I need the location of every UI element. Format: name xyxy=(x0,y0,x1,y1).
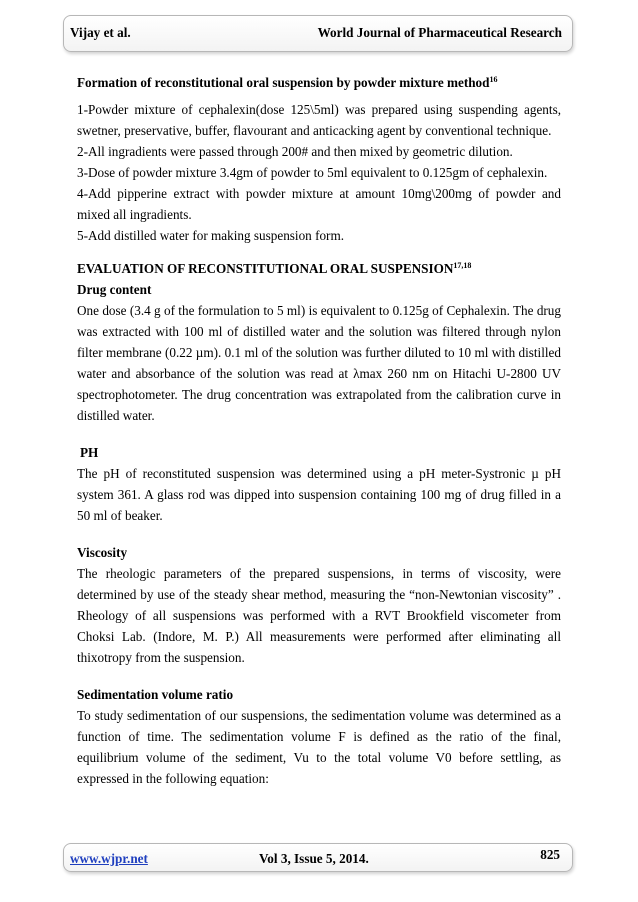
procedure-step: 3-Dose of powder mixture 3.4gm of powder to 5ml equivalent to 0.125gm of cephalexin. xyxy=(77,165,548,180)
procedure-step: 1-Powder mixture of cephalexin(dose 125\5ml) was prepared using suspending agents, swetner, preservative, buffer, flavourant and anticacking agent by conventional technique. xyxy=(77,102,561,138)
paragraph-sedimentation: To study sedimentation of our suspensions, the sedimentation volume was determined as a function of time. The sedimentation volume F is defined as the ratio of the final, equilibrium volume of the sediment, Vu to the total volume V0 before settling, as expressed in the following equation: xyxy=(77,708,561,786)
paragraph-drug-content: One dose (3.4 g of the formulation to 5 ml) is equivalent to 0.125g of Cephalexin. The drug was extracted with 100 ml of distilled water and the solution was filtered through nylon filter membrane (0.22 µm). 0.1 ml of the solution was further diluted to 10 ml with distilled water and absorbance of the solution was read at λmax 260 nm on Hitachi U-2800 UV spectrophotometer. The drug concentration was extrapolated from the calibration curve in distilled water. xyxy=(77,303,561,423)
procedure-step: 5-Add distilled water for making suspension form. xyxy=(77,228,345,243)
subheading-ph: PH xyxy=(80,445,99,460)
page-header xyxy=(63,15,573,52)
paragraph-viscosity: The rheologic parameters of the prepared suspensions, in terms of viscosity, were determined by use of the steady shear method, measuring the “non-Newtonian viscosity” . Rheology of all suspensions was performed with a RVT Brookfield viscometer from Choksi Lab. (Indore, M. P.) All measurements were performed after eliminating all thixotropy from the suspension. xyxy=(77,566,561,665)
reference-superscript: 17,18 xyxy=(453,261,472,270)
section-heading-evaluation: EVALUATION OF RECONSTITUTIONAL ORAL SUSPENSION$^{17,18}$ xyxy=(77,261,472,276)
subheading-drug-content: Drug content xyxy=(77,282,152,297)
issue-info: Vol 3, Issue 5, 2014. xyxy=(259,851,369,866)
procedure-step: 2-All ingradients were passed through 200# and then mixed by geometric dilution. xyxy=(77,144,513,159)
subheading-sedimentation: Sedimentation volume ratio xyxy=(77,687,234,702)
procedure-step: 4-Add pipperine extract with powder mixture at amount 10mg\200mg of powder and mixed all ingradients. xyxy=(77,186,561,222)
subheading-viscosity: Viscosity xyxy=(77,545,128,560)
page-footer xyxy=(63,843,573,872)
reference-superscript: 16 xyxy=(489,75,498,84)
paragraph-ph: The pH of reconstituted suspension was determined using a pH meter-Systronic µ pH system 361. A glass rod was dipped into suspension containing 100 mg of drug filled in a 50 ml of beaker. xyxy=(77,466,561,523)
header-journal-title: World Journal of Pharmaceutical Research xyxy=(317,25,562,40)
page-number: 825 xyxy=(540,847,560,862)
section-heading-formation: Formation of reconstitutional oral suspension by powder mixture method$^{16}$ xyxy=(77,75,498,90)
header-authors: Vijay et al. xyxy=(70,25,131,40)
article-body xyxy=(77,72,561,789)
journal-website-link[interactable]: www.wjpr.net xyxy=(70,851,148,866)
